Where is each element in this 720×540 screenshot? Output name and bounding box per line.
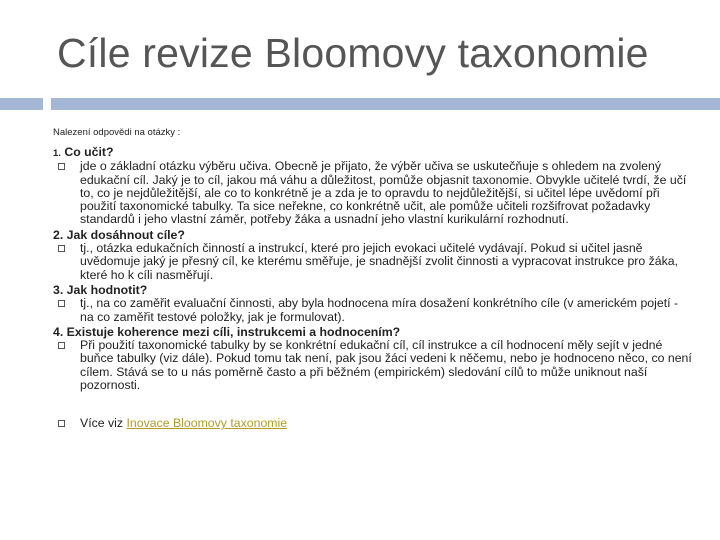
square-bullet-icon xyxy=(58,300,65,307)
square-bullet-icon xyxy=(58,420,65,427)
question-4-answer: Při použití taxonomické tabulky by se konkrétní edukační cíl, cíl instrukce a cíl hodnocení měly sejít v jedné buňce tabulky (viz dále). Pokud tomu tak není, pak jsou žáci vedeni k něčemu, nebo je hodnoceno něco, co není cílem. Stává se to u nás poměrně často a při běžném (empirickém) sledování cílů to může uniknout naší pozornosti. xyxy=(80,338,692,393)
bloom-taxonomy-link[interactable]: Inovace Bloomovy taxonomie xyxy=(126,416,288,431)
question-4: 4. Existuje koherence mezi cíli, instrukcemi a hodnocením? xyxy=(53,324,401,339)
question-3: 3. Jak hodnotit? xyxy=(53,282,148,297)
question-1-number: 1. xyxy=(53,148,61,159)
square-bullet-icon xyxy=(58,245,65,252)
square-bullet-icon xyxy=(58,163,65,170)
list-item xyxy=(53,417,693,430)
question-2-answer: tj., otázka edukačních činností a instrukcí, které pro jejich evokaci učitelé vydávají. Pokud si učitel jasně uvědomuje jaký je přesný cíl, ke kterému směřuje, je snadnější zvolit činnosti a vypracovat instrukce pro žáka, které ho k cíli nasměřují. xyxy=(80,241,679,282)
spacer xyxy=(53,392,693,417)
question-3-answer: tj., na co zaměřit evaluační činnosti, aby byla hodnocena míra dosažení konkrétního cíle (v americkém pojetí - na co zaměřit testové položky, jak je formulovat). xyxy=(80,296,679,324)
question-1-text: Co učit? xyxy=(64,145,114,159)
slide-content xyxy=(53,127,693,431)
intro-text: Nalezení odpovědi na otázky : xyxy=(53,127,181,138)
list-item xyxy=(53,297,693,324)
accent-block xyxy=(0,98,43,110)
more-info-prefix: Více viz xyxy=(80,416,127,431)
list-item xyxy=(53,160,693,226)
question-1-answer: jde o základní otázku výběru učiva. Obecně je přijato, že výběr učiva se uskutečňuje s ohledem na zvolený edukační cíl. Jaký je to cíl, jakou má váhu a důležitost, pomůže objasnit taxonomie. Obvykle učitelé tvrdí, že učí to, co je nejdůležitější, ale co to konkrétně je a zda je to opravdu to nejdůležitější, si učitel lépe uvědomí při použití taxonomické tabulky. Ta sice neřekne, co konkrétně učit, ale pomůže učiteli rozšifrovat požadavky standardů i jeho vlastní záměr, potřeby žáka a usnadní jeho vlastní kurikulární rozhodnutí. xyxy=(80,159,687,227)
square-bullet-icon xyxy=(58,342,65,349)
slide-title: Cíle revize Bloomovy taxonomie xyxy=(57,30,649,76)
question-1 xyxy=(53,146,693,160)
list-item xyxy=(53,242,693,282)
accent-bar xyxy=(51,98,720,110)
question-2: 2. Jak dosáhnout cíle? xyxy=(53,227,185,242)
list-item xyxy=(53,339,693,392)
